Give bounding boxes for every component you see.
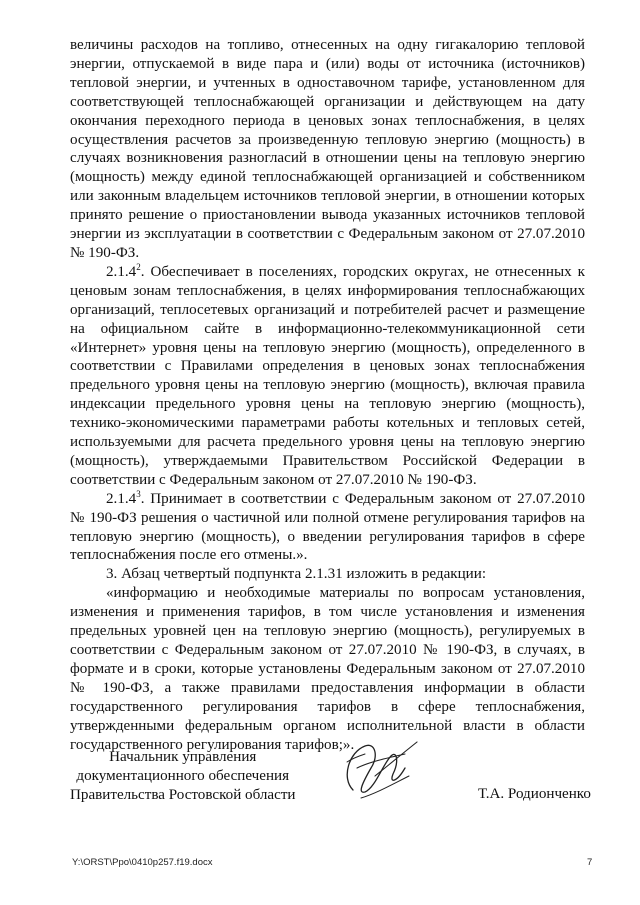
signer-name: Т.А. Родионченко bbox=[478, 786, 591, 802]
clause-text: . Принимает в соответствии с Федеральным законом от 27.07.2010 № 190-ФЗ решения о частичной или полной отмене регулирования тарифов на тепловую энергию (мощность), о введении регулирования тарифов в сфере теплоснабжения после его отмены.». bbox=[70, 490, 585, 564]
paragraph-continuation: величины расходов на топливо, отнесенных на одну гигакалорию тепловой энергии, отпускаемой в виде пара и (или) воды от источника (источников) тепловой энергии, и учтенных в одноставочном тарифе, установленном для соответствующей теплоснабжающей организации и действующем на дату окончания переходного периода в ценовых зонах теплоснабжения, в целях осуществления расчетов за произведенную тепловую энергию (мощность) в случаях возникновения разногласий в отношении цены на тепловую энергию (мощность) между единой теплоснабжающей организацией и собственником или законным владельцем источников тепловой энергии, в отношении которых принято решение о приостановлении вывода указанных источников тепловой энергии из эксплуатации в соответствии с Федеральным законом от 27.07.2010 № 190-ФЗ. bbox=[70, 37, 585, 261]
signatory-title-line-2: документационного обеспечения bbox=[76, 768, 290, 784]
paragraph-item-3: 3. Абзац четвертый подпункта 2.1.31 изложить в редакции: bbox=[106, 566, 487, 583]
clause-superscript: 3 bbox=[136, 488, 141, 499]
paragraph-2-1-4-2 bbox=[70, 263, 585, 490]
document-body bbox=[70, 36, 585, 754]
paragraph-2-1-4-3 bbox=[70, 490, 585, 566]
clause-number: 2.1.4 bbox=[106, 490, 137, 507]
clause-number: 2.1.4 bbox=[106, 263, 137, 280]
clause-text: . Обеспечивает в поселениях, городских округах, не отнесенных к ценовым зонам теплоснабжения, в целях информирования теплоснабжающих организаций, теплосетевых организаций и потребителей расчет и размещение на официальном сайте в информационно-телекоммуникационной сети «Интернет» уровня цены на тепловую энергию (мощность), определенного в соответствии с Правилами определения в ценовых зонах теплоснабжения предельного уровня цены на тепловую энергию (мощность), включая правила индексации предельного уровня цены на тепловую энергию (мощность), технико-экономическими параметрами работы котельных и тепловых сетей, используемыми для расчета предельного уровня цены на тепловую энергию (мощность), утверждаемыми Правительством Российской Федерации в соответствии с Федеральным законом от 27.07.2010 № 190-ФЗ. bbox=[70, 263, 585, 488]
page-number: 7 bbox=[587, 857, 593, 868]
signatory-title bbox=[70, 748, 296, 805]
clause-superscript: 2 bbox=[136, 261, 141, 272]
signatory-title-line-1: Начальник управления bbox=[109, 749, 257, 765]
paragraph-quoted-text: «информацию и необходимые материалы по вопросам установления, изменения и применения тарифов, в том числе установления и изменения предельных уровней цен на тепловую энергию (мощность), регулируемых в соответствии с Федеральным законом от 27.07.2010 № 190-ФЗ, в случаях, в формате и в сроки, которые установлены Федеральным законом от 27.07.2010 № 190-ФЗ, а также правилами предоставления информации в области государственного регулирования тарифов в сфере теплоснабжения, утвержденными федеральным органом исполнительной власти в области государственного регулирования тарифов;». bbox=[70, 585, 585, 753]
signatory-title-line-3: Правительства Ростовской области bbox=[70, 787, 296, 803]
handwritten-signature bbox=[335, 728, 425, 808]
footer-file-path: Y:\ORST\Ppo\0410p257.f19.docx bbox=[72, 857, 213, 868]
